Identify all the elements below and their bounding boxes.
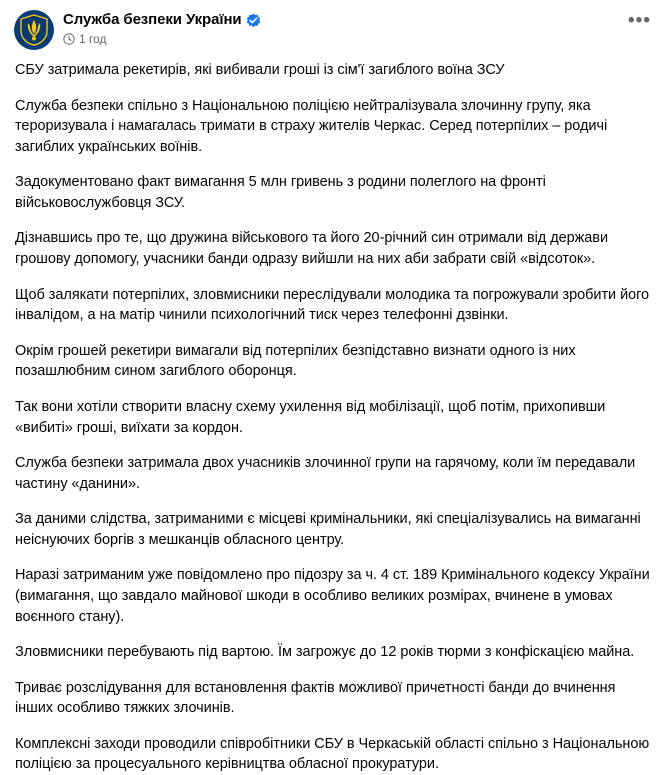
post-paragraph: Наразі затриманим уже повідомлено про підозру за ч. 4 ст. 189 Кримінального кодексу України (вимагання, що завдало майнової шкоди в особливо великих розмірах, вчинене в умовах воєнного стану). (15, 567, 650, 625)
clock-icon (63, 33, 75, 45)
verified-badge-icon (246, 13, 261, 28)
post-header-text (63, 10, 618, 46)
sbu-emblem-icon (19, 14, 49, 46)
post-paragraph: Щоб залякати потерпілих, зловмисники переслідували молодика та погрожували зробити його інвалідом, а на матір чинили психологічний тиск через телефонні дзвінки. (15, 286, 650, 324)
post-paragraph: Зловмисники перебувають під вартою. Їм загрожує до 12 років тюрми з конфіскацією майна. (15, 644, 635, 661)
post-paragraph: СБУ затримала рекетирів, які вибивали гроші із сім'ї загиблого воїна ЗСУ (15, 62, 505, 78)
post-paragraph: Дізнавшись про те, що дружина військового та його 20-річний син отримали від держави грошову допомогу, учасники банди одразу вийшли на них аби забрати свій «відсоток». (15, 230, 608, 268)
page-name-row (63, 11, 618, 29)
post-paragraph: Комплексні заходи проводили співробітники СБУ в Черкаській області спільно з Національною поліцією за процесуального керівництва обласної прокуратури. (15, 735, 650, 773)
post-more-options-button[interactable]: ••• (628, 10, 651, 31)
post-meta (63, 32, 618, 46)
post-paragraph: Окрім грошей рекетири вимагали від потерпілих безпідставно визнати одного із них позашлюбним сином загиблого оборонця. (15, 342, 576, 380)
post-paragraph: Триває розслідування для встановлення фактів можливої причетності банди до вчинення інших особливо тяжких злочинів. (15, 679, 616, 717)
post-paragraph: Так вони хотіли створити власну схему ухилення від мобілізації, щоб потім, прихопивши «вибиті» гроші, виїхати за кордон. (15, 398, 606, 436)
page-name[interactable]: Служба безпеки України (63, 11, 242, 28)
post-header (14, 10, 653, 54)
post-body (14, 60, 653, 775)
post-paragraph: Служба безпеки спільно з Національною поліцією нейтралізувала злочинну групу, яка тероризувала і намагалась тримати в страху жителів Черкас. Серед потерпілих – родичі загиблих українських воїнів. (15, 97, 608, 155)
post-paragraph: За даними слідства, затриманими є місцеві кримінальники, які спеціалізувались на вимаганні неіснуючих боргів з мешканців обласного центру. (15, 511, 641, 548)
post-timestamp[interactable]: 1 год (79, 32, 107, 46)
post-paragraph: Задокументовано факт вимагання 5 млн гривень з родини полеглого на фронті військовослужбовця ЗСУ. (15, 174, 546, 211)
post-paragraph: Служба безпеки затримала двох учасників злочинної групи на гарячому, коли їм передавали частину «данини». (15, 455, 636, 492)
avatar[interactable] (14, 10, 54, 50)
